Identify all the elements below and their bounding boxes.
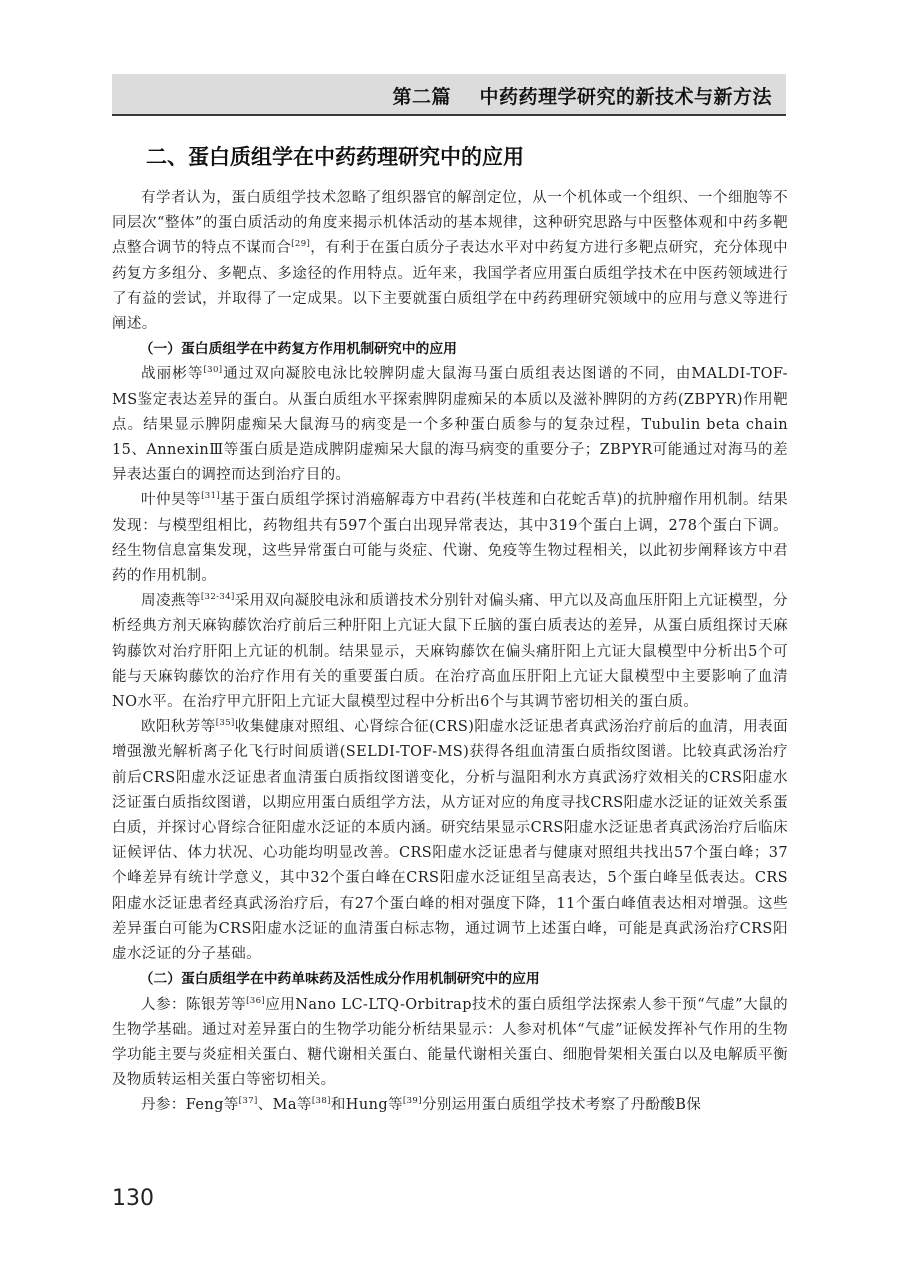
paragraph-ginseng: [112, 993, 788, 1094]
running-header: [112, 74, 786, 116]
paragraph-zhou: [112, 589, 788, 715]
text-run: 、Ma等: [257, 1097, 312, 1114]
subsection-heading-2: （二）蛋白质组学在中药单味药及活性成分作用机制研究中的应用: [139, 971, 540, 988]
citation-marker: [35]: [215, 718, 235, 729]
text-run: 有学者认为，蛋白质组学技术忽略了组织器官的解剖定位，从一个机体或一个组织、一个细胞等不同层次“整体”的蛋白质活动的角度来揭示机体活动的基本规律，这种研究思路与中医整体观和中药多靶点整合调节的特点不谋而合: [112, 190, 788, 257]
text-run: 基于蛋白质组学探讨消癌解毒方中君药(半枝莲和白花蛇舌草)的抗肿瘤作用机制。结果发现：与模型组相比，药物组共有597个蛋白出现异常表达，其中319个蛋白上调，278个蛋白下调。经生物信息富集发现，这些异常蛋白可能与炎症、代谢、免疫等生物过程相关，以此初步阐释该方中君药的作用机制。: [112, 492, 788, 585]
citation-marker: [38]: [311, 1096, 331, 1107]
section-title: 二、蛋白质组学在中药药理研究中的应用: [146, 145, 524, 169]
citation-marker: [32-34]: [200, 592, 235, 603]
header-title: 第二篇 中药药理学研究的新技术与新方法: [392, 86, 772, 108]
citation-marker: [31]: [201, 491, 221, 502]
text-run: 收集健康对照组、心肾综合征(CRS)阳虚水泛证患者真武汤治疗前后的血清，用表面增强激光解析离子化飞行时间质谱(SELDI-TOF-MS)获得各组血清蛋白质指纹图谱。比较真武汤治疗前后CRS阳虚水泛证患者血清蛋白质指纹图谱变化，分析与温阳利水方真武汤疗效相关的CRS阳虚水泛证蛋白质指纹图谱，以期应用蛋白质组学方法，从方证对应的角度寻找CRS阳虚水泛证的证效关系蛋白质，并探讨心肾综合征阳虚水泛证的本质内涵。研究结果显示CRS阳虚水泛证患者真武汤治疗后临床证候评估、体力状况、心功能均明显改善。CRS阳虚水泛证患者与健康对照组共找出57个蛋白峰；37个峰差异有统计学意义，其中32个蛋白峰在CRS阳虚水泛证组呈高表达，5个蛋白峰呈低表达。CRS阳虚水泛证患者经真武汤治疗后，有27个蛋白峰的相对强度下降，11个蛋白峰值表达相对增强。这些差异蛋白可能为CRS阳虚水泛证的血清蛋白标志物，通过调节上述蛋白峰，可能是真武汤治疗CRS阳虚水泛证的分子基础。: [112, 719, 789, 963]
paragraph-danshen: [112, 1093, 788, 1118]
page-number: 130: [112, 1186, 154, 1211]
citation-marker: [37]: [238, 1096, 258, 1107]
text-run: 周凌燕等: [141, 593, 201, 610]
text-run: 人参：陈银芳等: [141, 996, 247, 1013]
paragraph-ouyang: [112, 715, 788, 967]
paragraph-zhan: [112, 362, 788, 488]
text-run: ，有利于在蛋白质分子表达水平对中药复方进行多靶点研究，充分体现中药复方多组分、多靶点、多途径的作用特点。近年来，我国学者应用蛋白质组学技术在中医药领域进行了有益的尝试，并取得了一定成果。以下主要就蛋白质组学在中药药理研究领域中的应用与意义等进行阐述。: [112, 240, 788, 333]
text-run: 丹参：Feng等: [141, 1097, 239, 1114]
text-run: 分别运用蛋白质组学技术考察了丹酚酸B保: [421, 1097, 702, 1114]
citation-marker: [30]: [203, 365, 223, 376]
text-run: 采用双向凝胶电泳和质谱技术分别针对偏头痛、甲亢以及高血压肝阳上亢证模型，分析经典方剂天麻钩藤饮治疗前后三种肝阳上亢证大鼠下丘脑的蛋白质表达的差异，从蛋白质组探讨天麻钩藤饮对治疗肝阳上亢证的机制。结果显示，天麻钩藤饮在偏头痛肝阳上亢证大鼠模型中分析出5个可能与天麻钩藤饮的治疗作用有关的重要蛋白质。在治疗高血压肝阳上亢证大鼠模型中主要影响了血清NO水平。在治疗甲亢肝阳上亢证大鼠模型过程中分析出6个与其调节密切相关的蛋白质。: [112, 593, 788, 711]
paragraph-intro: [112, 186, 788, 337]
citation-marker: [36]: [246, 995, 266, 1006]
text-run: 战丽彬等: [141, 366, 204, 383]
subsection-heading-1: （一）蛋白质组学在中药复方作用机制研究中的应用: [139, 341, 457, 358]
text-run: 叶仲昊等: [141, 492, 202, 509]
citation-marker: [29]: [291, 239, 311, 250]
page-body: [112, 140, 788, 1119]
text-run: 通过双向凝胶电泳比较脾阴虚大鼠海马蛋白质组表达图谱的不同，由MALDI-TOF-MS鉴定表达差异的蛋白。从蛋白质组水平探索脾阴虚痴呆的本质以及滋补脾阴的方药(ZBPYR)作用靶点。结果显示脾阴虚痴呆大鼠海马的病变是一个多种蛋白质参与的复杂过程，Tubulin beta chain 15、AnnexinⅢ等蛋白质是造成脾阴虚痴呆大鼠的海马病变的重要分子；ZBPYR可能通过对海马的差异表达蛋白的调控而达到治疗目的。: [112, 366, 788, 484]
text-run: 和Hung等: [330, 1097, 403, 1114]
text-run: 应用Nano LC-LTQ-Orbitrap技术的蛋白质组学法探索人参干预“气虚”大鼠的生物学基础。通过对差异蛋白的生物学功能分析结果显示：人参对机体“气虚”证候发挥补气作用的生物学功能主要与炎症相关蛋白、糖代谢相关蛋白、能量代谢相关蛋白、细胞骨架相关蛋白以及电解质平衡及物质转运相关蛋白等密切相关。: [112, 996, 788, 1089]
citation-marker: [39]: [402, 1096, 422, 1107]
paragraph-ye: [112, 488, 788, 589]
text-run: 欧阳秋芳等: [141, 719, 216, 736]
